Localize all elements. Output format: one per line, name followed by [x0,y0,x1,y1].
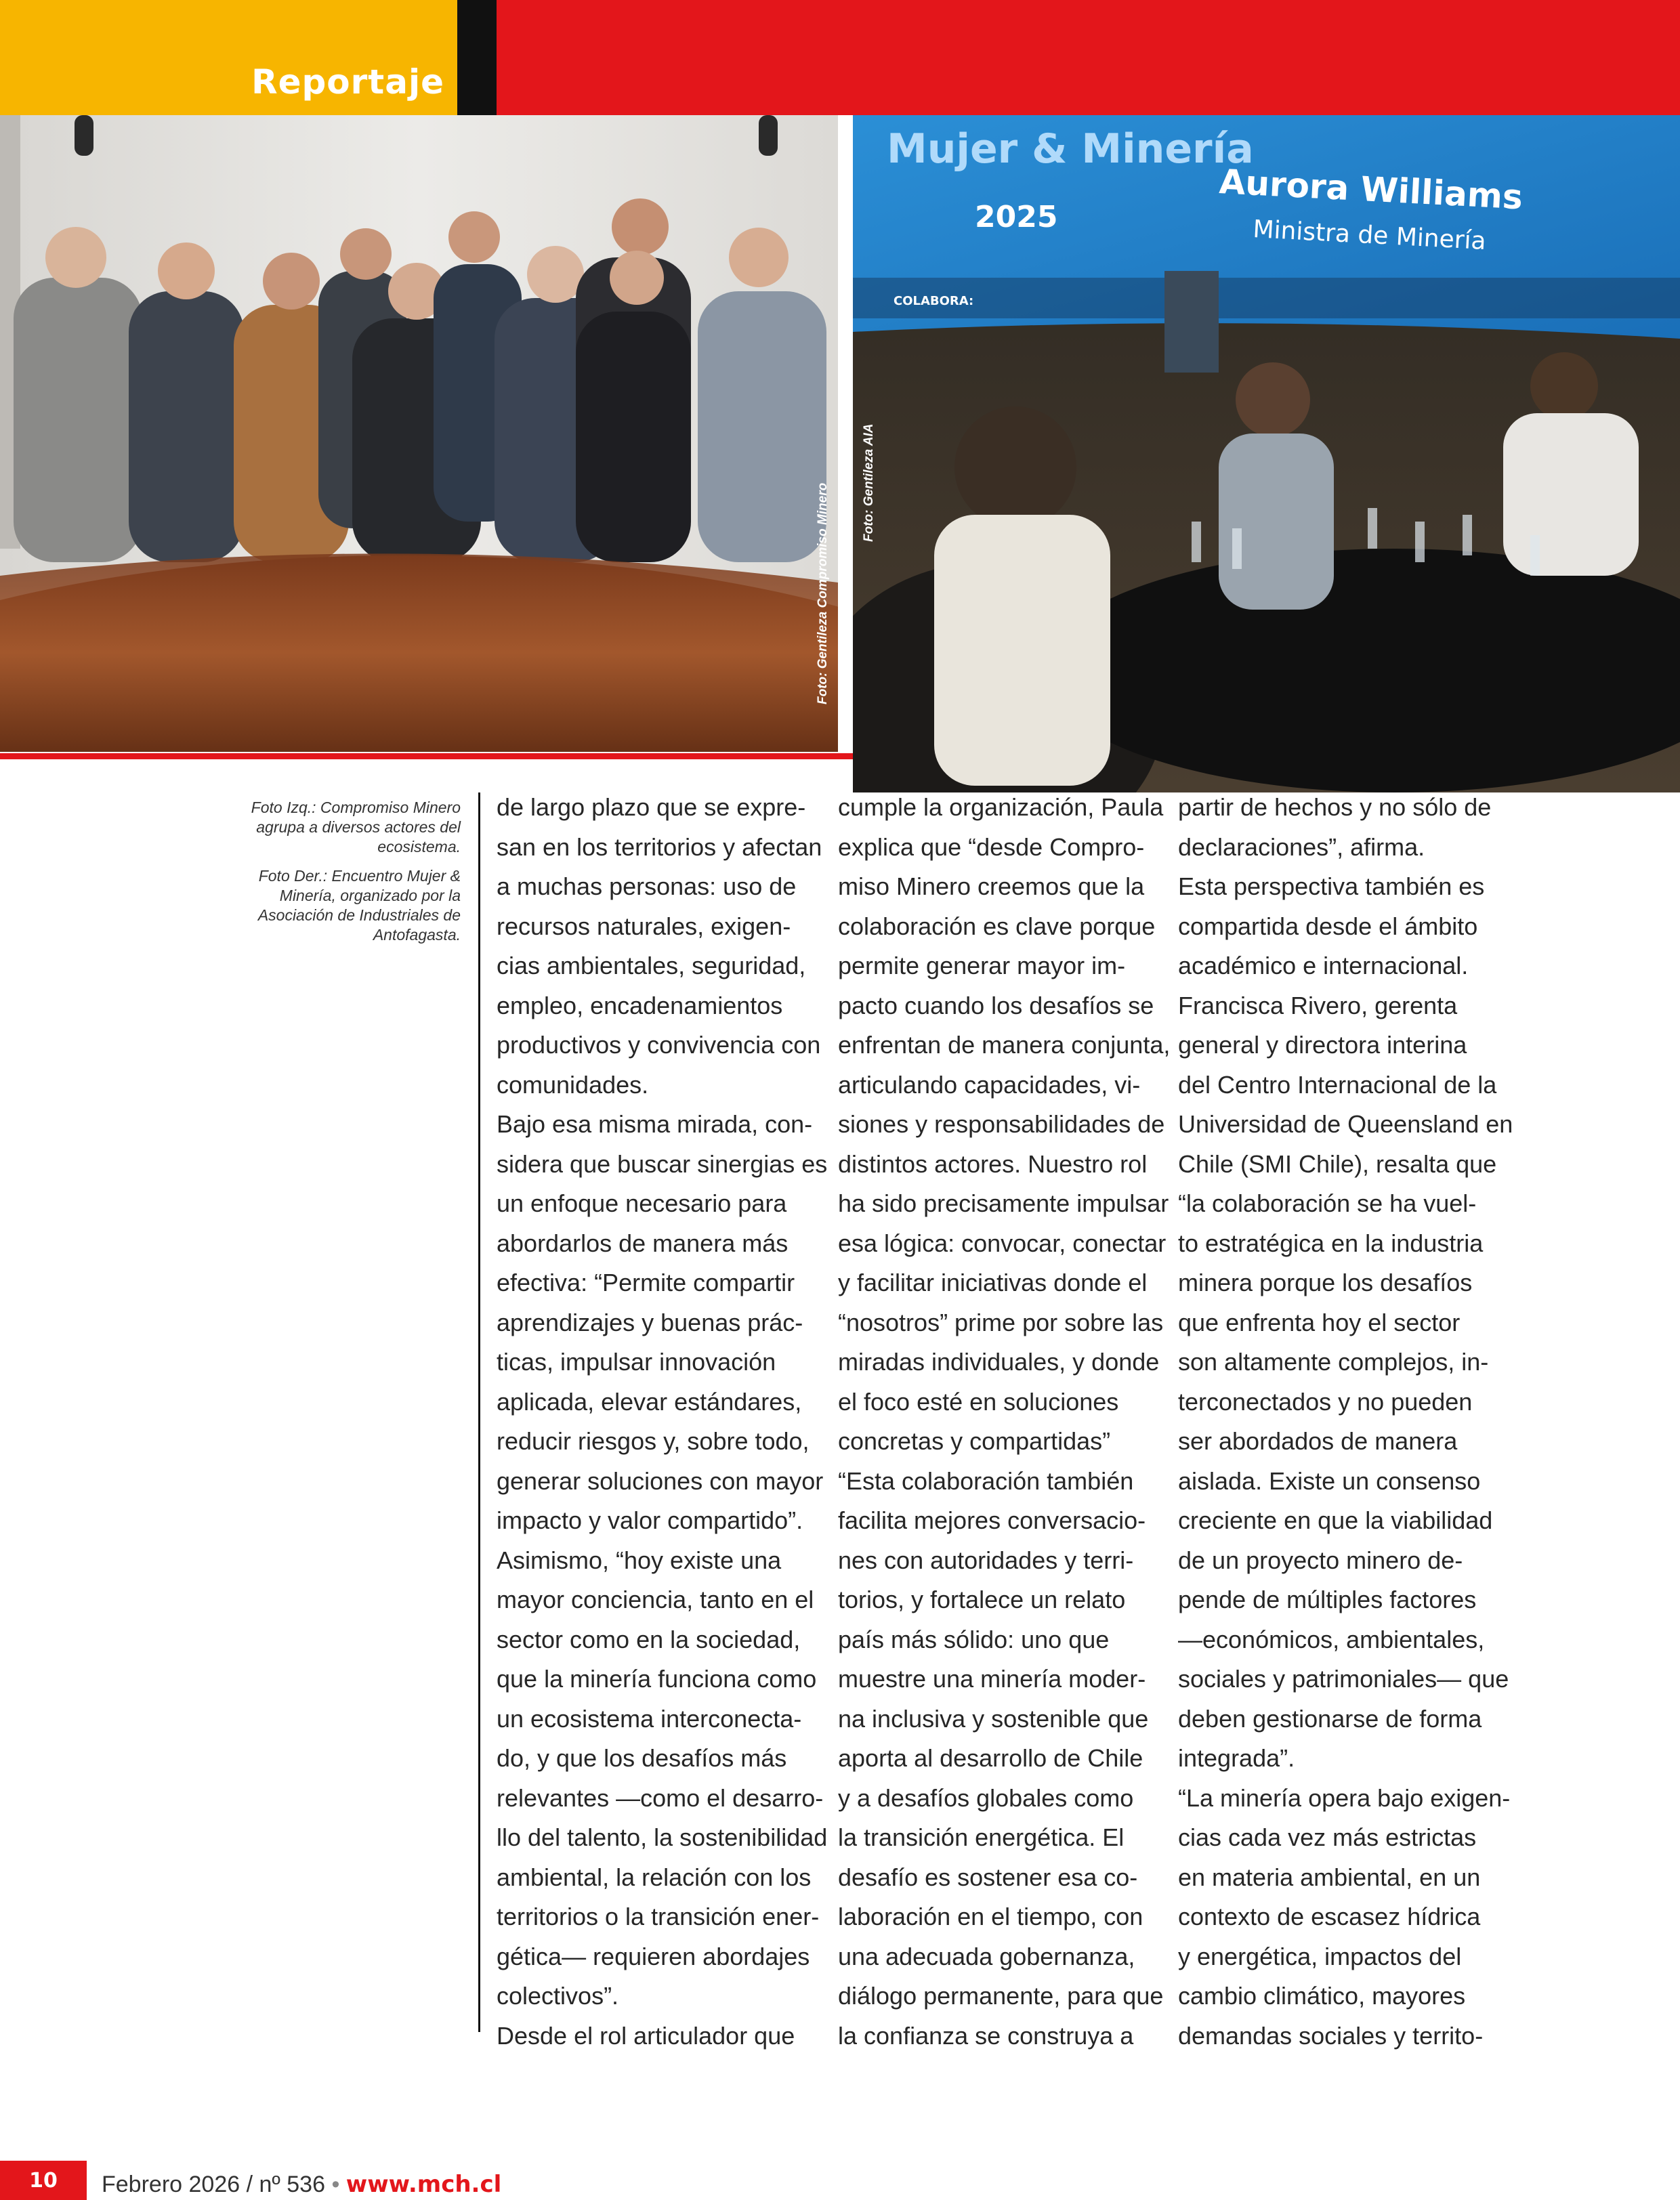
article-line: torios, y fortalece un relato [838,1586,1126,1613]
article-line: de largo plazo que se expre- [497,793,806,821]
article-line: la transición energética. El [838,1823,1125,1851]
article-line: concretas y compartidas” [838,1427,1111,1455]
header-red-band [497,0,1680,115]
article-line: sidera que buscar sinergias es [497,1149,828,1178]
article-line: y energética, impactos del [1178,1942,1462,1970]
article-line: facilita mejores conversacio- [838,1506,1146,1534]
article-line: laboración en el tiempo, con [838,1903,1143,1930]
caption-divider [478,792,480,2032]
article-line: ser abordados de manera [1178,1427,1458,1455]
article-line: relevantes —como el desarro- [497,1783,824,1812]
photo-event-hall [853,115,1680,792]
article-line: creciente en que la viabilidad [1178,1506,1493,1534]
article-line: minera porque los desafíos [1178,1269,1473,1296]
article-line: territorios o la transición ener- [497,1903,820,1930]
article-line: Desde el rol articulador que [497,2021,795,2050]
article-line: deben gestionarse de forma [1178,1704,1482,1733]
footer-separator: • [331,2172,340,2197]
article-line: y a desafíos globales como [838,1783,1134,1812]
article-line: Chile (SMI Chile), resalta que [1178,1149,1497,1178]
article-line: general y directora interina [1178,1031,1467,1059]
article-line: cambio climático, mayores [1178,1982,1466,2010]
article-line: —económicos, ambientales, [1178,1625,1485,1653]
article-line: en materia ambiental, en un [1178,1863,1481,1891]
article-line: colectivos”. [497,1982,619,2010]
article-line: la confianza se construya a [838,2021,1134,2050]
article-line: articulando capacidades, vi- [838,1070,1141,1099]
photo-underline-rule [0,753,853,759]
article-line: colaboración es clave porque [838,912,1156,940]
article-line: pacto cuando los desafíos se [838,991,1154,1019]
article-line: cumple la organización, Paula [838,793,1164,821]
article-line: impacto y valor compartido”. [497,1506,803,1534]
photo-captions [251,798,461,954]
footer-issue-line [102,2171,501,2198]
article-line: sociales y patrimoniales— que [1178,1665,1509,1693]
article-line: nes con autoridades y terri- [838,1546,1134,1574]
article-line: a muchas personas: uso de [497,872,797,900]
article-line: diálogo permanente, para que [838,1982,1164,2010]
article-line: aprendizajes y buenas prác- [497,1308,803,1336]
article-line: efectiva: “Permite compartir [497,1269,795,1296]
photo-credit-right: Foto: Gentileza AIA [862,423,876,542]
article-line: demandas sociales y territo- [1178,2021,1484,2050]
screen-speaker-role: Ministra de Minería [1252,215,1487,256]
article-line: el foco esté en soluciones [838,1387,1119,1416]
article-line: cias cada vez más estrictas [1178,1823,1477,1851]
article-line: productivos y convivencia con [497,1031,821,1059]
article-line: enfrentan de manera conjunta, [838,1031,1171,1059]
article-line: integrada”. [1178,1744,1295,1772]
article-line: que la minería funciona como [497,1665,817,1693]
article-line: una adecuada gobernanza, [838,1942,1135,1970]
article-line: esa lógica: convocar, conectar [838,1229,1167,1257]
article-line: terconectados y no pueden [1178,1387,1473,1416]
article-line: sector como en la sociedad, [497,1625,801,1653]
issue-text: Febrero 2026 / nº 536 [102,2172,325,2197]
article-line: y facilitar iniciativas donde el [838,1269,1148,1296]
caption-right-photo: Foto Der.: Encuentro Mujer & Minería, organizado por la Asociación de Industriales de Antofagasta. [257,867,461,944]
page-number: 10 [29,2169,58,2193]
article-line: un ecosistema interconecta- [497,1704,802,1733]
article-line: llo del talento, la sostenibilidad [497,1823,828,1851]
header-black-stripe [457,0,497,115]
article-line: permite generar mayor im- [838,952,1126,979]
article-column-3 [1178,788,1513,2056]
article-line: Asimismo, “hoy existe una [497,1546,782,1574]
screen-sponsor-label: COLABORA: [894,294,974,308]
article-line: Esta perspectiva también es [1178,872,1485,900]
photo-group-portrait [0,115,838,752]
article-line: de un proyecto minero de- [1178,1546,1463,1574]
article-line: “nosotros” prime por sobre las [838,1308,1164,1336]
article-line: compartida desde el ámbito [1178,912,1478,940]
article-column-1 [497,788,828,2056]
article-line: do, y que los desafíos más [497,1744,787,1772]
site-url-link[interactable]: www.mch.cl [345,2171,502,2198]
article-line: cias ambientales, seguridad, [497,952,806,979]
article-line: reducir riesgos y, sobre todo, [497,1427,810,1455]
article-line: ha sido precisamente impulsar [838,1189,1169,1217]
caption-left-photo: Foto Izq.: Compromiso Minero agrupa a diversos actores del ecosistema. [251,799,461,855]
article-line: generar soluciones con mayor [497,1466,824,1495]
article-line: “la colaboración se ha vuel- [1178,1189,1477,1217]
article-line: muestre una minería moder- [838,1665,1146,1693]
article-line: gética— requieren abordajes [497,1942,810,1970]
screen-event-year: 2025 [975,200,1058,234]
article-line: san en los territorios y afectan [497,832,822,861]
article-line: pende de múltiples factores [1178,1586,1477,1613]
article-line: to estratégica en la industria [1178,1229,1484,1257]
article-column-2 [838,788,1171,2056]
photo-credit-left: Foto: Gentileza Compromiso Minero [816,482,830,704]
article-line: desafío es sostener esa co- [838,1863,1138,1891]
article-line: son altamente complejos, in- [1178,1348,1489,1376]
article-line: aislada. Existe un consenso [1178,1466,1481,1495]
article-line: abordarlos de manera más [497,1229,789,1257]
article-line: país más sólido: uno que [838,1625,1110,1653]
article-line: miso Minero creemos que la [838,872,1145,900]
article-line: empleo, encadenamientos [497,991,783,1019]
article-line: partir de hechos y no sólo de [1178,793,1492,821]
article-line: comunidades. [497,1070,649,1099]
section-label: Reportaje [251,62,444,102]
article-line: del Centro Internacional de la [1178,1070,1497,1099]
article-line: aplicada, elevar estándares, [497,1387,802,1416]
article-line: ticas, impulsar innovación [497,1348,776,1376]
article-line: na inclusiva y sostenible que [838,1704,1149,1733]
article-line: aporta al desarrollo de Chile [838,1744,1143,1772]
article-line: recursos naturales, exigen- [497,912,791,940]
article-line: académico e internacional. [1178,952,1469,979]
article-line: Universidad de Queensland en [1178,1110,1513,1138]
article-line: “Esta colaboración también [838,1466,1134,1495]
article-line: un enfoque necesario para [497,1189,787,1217]
article-line: ambiental, la relación con los [497,1863,812,1891]
article-line: mayor conciencia, tanto en el [497,1586,814,1613]
screen-event-title: Mujer & Minería [887,125,1254,173]
article-line: miradas individuales, y donde [838,1348,1160,1376]
article-line: “La minería opera bajo exigen- [1178,1783,1511,1812]
article-line: siones y responsabilidades de [838,1110,1165,1138]
article-line: que enfrenta hoy el sector [1178,1308,1461,1336]
article-line: Francisca Rivero, gerenta [1178,991,1458,1019]
screen-speaker-name: Aurora Williams [1218,162,1524,217]
article-line: contexto de escasez hídrica [1178,1903,1481,1930]
article-line: Bajo esa misma mirada, con- [497,1110,813,1138]
article-line: distintos actores. Nuestro rol [838,1149,1148,1178]
article-line: explica que “desde Compro- [838,832,1145,861]
article-line: declaraciones”, afirma. [1178,832,1425,861]
